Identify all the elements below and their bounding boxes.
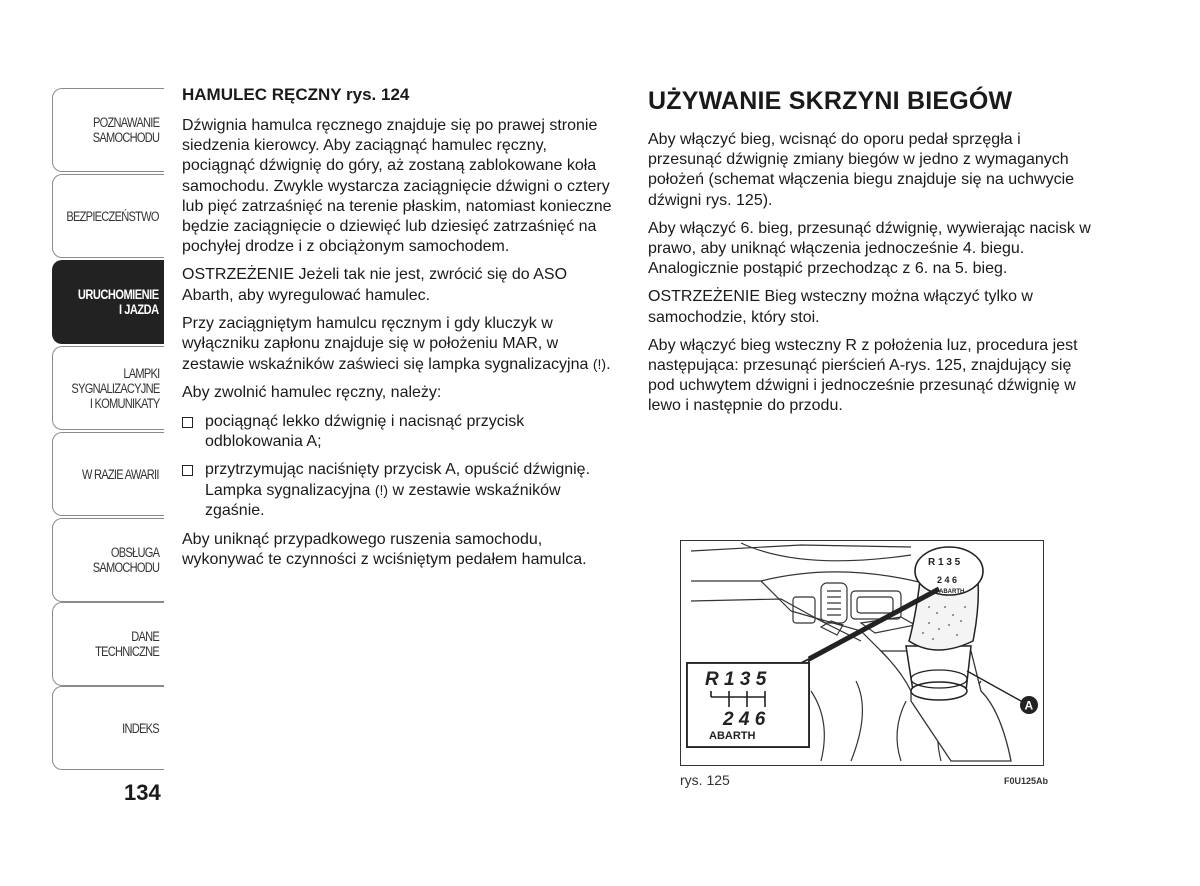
checkbox-bullet-icon	[182, 465, 193, 476]
tab-label: DANE TECHNICZNE	[95, 629, 160, 659]
paragraph-end: .	[606, 356, 611, 374]
callout-a-label: A	[1024, 698, 1034, 713]
list-item-text-b: w zestawie wskaźników zgaśnie.	[205, 482, 561, 520]
list-item-text-a: przytrzymując naciśnięty przycisk A, opuścić dźwignię. Lampka sygnalizacyjna	[205, 461, 591, 500]
paragraph	[182, 314, 622, 376]
tab-bezpieczenstwo[interactable]	[52, 174, 164, 258]
brake-warning-icon: (!)	[592, 356, 607, 373]
section-heading-gearbox: UŻYWANIE SKRZYNI BIEGÓW	[648, 87, 1013, 115]
brake-warning-icon: (!)	[374, 482, 389, 499]
paragraph: Aby włączyć bieg wsteczny R z położenia luz, procedura jest następująca: przesunąć pierścień A-rys. 125, znajdujący się pod uchwytem dźwigni i jednocześnie przesunąć dźwignię w lewo i następnie do przodu.	[648, 336, 1078, 415]
tab-label: URUCHOMIENIE I JAZDA	[78, 287, 160, 317]
gear-lever-illustration	[681, 541, 1042, 764]
knob-bottom-label: 2 4 6	[937, 575, 958, 585]
tab-label: INDEKS	[122, 720, 160, 736]
figure-caption: rys. 125	[680, 772, 730, 788]
tab-label: W RAZIE AWARII	[82, 466, 160, 482]
knob-top-label: R 1 3 5	[928, 557, 961, 568]
inset-top-label: R 1 3 5	[705, 669, 767, 690]
tab-obsluga-samochodu[interactable]	[52, 518, 164, 602]
section-heading-handbrake: HAMULEC RĘCZNY rys. 124	[182, 85, 410, 104]
paragraph: Aby uniknąć przypadkowego ruszenia samochodu, wykonywać te czynności z wciśniętym pedałem hamulca.	[182, 530, 587, 568]
tab-label: OBSŁUGA SAMOCHODU	[92, 545, 160, 575]
warning-paragraph: OSTRZEŻENIE Bieg wsteczny można włączyć tylko w samochodzie, który stoi.	[648, 288, 1033, 326]
right-column	[648, 84, 1098, 425]
paragraph-text: Przy zaciągniętym hamulcu ręcznym i gdy kluczyk w wyłączniku zapłonu znajduje się w położeniu MAR, w zestawie wskaźników zaświeci się lampka sygnalizacyjna	[182, 314, 589, 374]
inset-brand-label: ABARTH	[709, 730, 756, 742]
inset-bottom-label: 2 4 6	[723, 709, 766, 730]
warning-paragraph: OSTRZEŻENIE Jeżeli tak nie jest, zwrócić się do ASO Abarth, aby wyregulować hamulec.	[182, 266, 568, 304]
list-item-text: pociągnąć lekko dźwignię i nacisnąć przycisk odblokowania A;	[205, 412, 525, 450]
paragraph: Aby włączyć 6. bieg, przesunąć dźwignię, wywierając nacisk w prawo, aby uniknąć włączenia jednocześnie 4. biegu. Analogicznie postąpić przechodząc z 6. na 5. bieg.	[648, 219, 1091, 278]
chapter-tabs	[52, 88, 166, 772]
figure-code: F0U125Ab	[1004, 776, 1049, 786]
list-item	[182, 460, 622, 522]
tab-w-razie-awarii[interactable]	[52, 432, 164, 516]
tab-label: POZNAWANIE SAMOCHODU	[92, 115, 160, 145]
tab-poznawanie-samochodu[interactable]	[52, 88, 164, 172]
tab-indeks[interactable]	[52, 686, 164, 770]
left-column	[182, 84, 622, 578]
checkbox-bullet-icon	[182, 417, 193, 428]
list-item	[182, 412, 622, 452]
tab-lampki-sygnalizacyjne[interactable]	[52, 346, 164, 430]
paragraph: Aby włączyć bieg, wcisnąć do oporu pedał sprzęgła i przesunąć dźwignię zmiany biegów w jedno z wymaganych położeń (schemat włączenia biegu znajduje się na uchwycie dźwigni rys. 125).	[648, 131, 1075, 209]
knob-brand-label: ABARTH	[939, 589, 965, 595]
tab-dane-techniczne[interactable]	[52, 602, 164, 686]
paragraph: Aby zwolnić hamulec ręczny, należy:	[182, 384, 442, 402]
paragraph: Dźwignia hamulca ręcznego znajduje się po prawej stronie siedzenia kierowcy. Aby zaciągnąć hamulec ręczny, pociągnąć dźwignię do góry, aż zostaną zablokowane koła samochodu. Zwykle wystarcza zaciągnięcie dźwigni o cztery lub pięć zatrzaśnięć na terenie płaskim, natomiast konieczne będzie zaciągnięcie o dziewięć lub dziesięć zatrzaśnięć na pochyłej drodze i z obciążonym samochodem.	[182, 117, 612, 256]
tab-label: LAMPKI SYGNALIZACYJNE I KOMUNIKATY	[70, 365, 160, 411]
page-number: 134	[124, 780, 161, 805]
gear-lever-figure	[680, 540, 1044, 766]
tab-label: BEZPIECZEŃSTWO	[66, 208, 160, 224]
list-item-text	[205, 460, 622, 522]
tab-uruchomienie-i-jazda[interactable]	[52, 260, 164, 344]
